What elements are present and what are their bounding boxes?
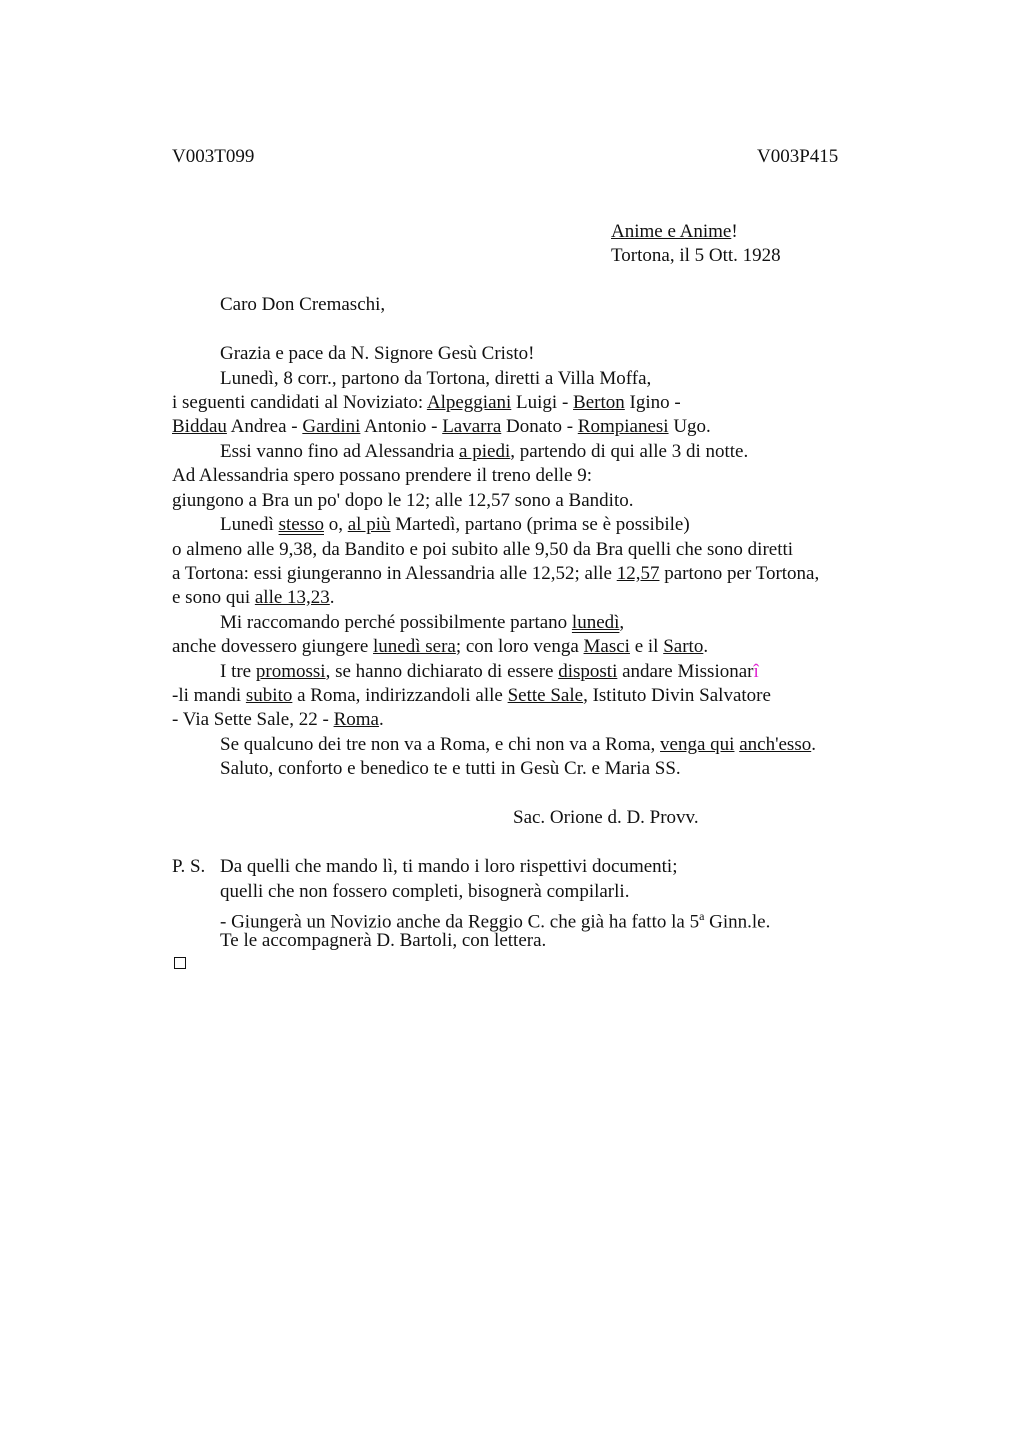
- underlined-word: promossi: [255, 661, 326, 682]
- text-segment: .: [703, 636, 709, 657]
- right-code: V003P415: [757, 146, 839, 167]
- text-segment: Ugo.: [668, 416, 711, 437]
- underlined-word: lunedì: [571, 612, 620, 633]
- underlined-word: Berton: [573, 392, 625, 413]
- postscript-line-2: quelli che non fossero completi, bisognerà compilarli.: [220, 881, 630, 902]
- text-segment: Ad Alessandria spero possano prendere il treno delle 9:: [172, 465, 592, 486]
- text-segment: .: [329, 587, 335, 608]
- underlined-word: lunedì sera: [373, 636, 456, 657]
- text-segment: o,: [323, 514, 348, 535]
- text-segment: Antonio -: [360, 416, 443, 437]
- dateline: Tortona, il 5 Ott. 1928: [611, 245, 781, 266]
- body-line: [172, 392, 681, 414]
- text-segment: andare Missionar: [617, 661, 754, 682]
- text-segment: Se qualcuno dei tre non va a Roma, e chi non va a Roma,: [220, 734, 661, 755]
- underlined-word: Rompianesi: [577, 416, 669, 437]
- text-segment: , se hanno dichiarato di essere: [325, 661, 559, 682]
- text-segment: e il: [629, 636, 664, 657]
- underlined-word: Biddau: [172, 416, 227, 437]
- underlined-word: Sarto: [663, 636, 704, 657]
- underlined-word: 12,57: [616, 563, 660, 584]
- body-line: [220, 758, 681, 780]
- text-segment: anche dovessero giungere: [172, 636, 374, 657]
- underlined-word: Alpeggiani: [426, 392, 512, 413]
- text-segment: a Roma, indirizzandoli alle: [292, 685, 508, 706]
- body-line: [172, 490, 633, 512]
- body-line: [172, 465, 592, 487]
- empty-square-icon: [174, 957, 186, 969]
- underlined-word: stesso: [278, 514, 324, 535]
- text-segment: , Istituto Divin Salvatore: [583, 685, 771, 706]
- text-segment: i seguenti candidati al Noviziato:: [172, 392, 427, 413]
- underlined-word: Roma: [333, 709, 379, 730]
- body-line: [172, 563, 819, 585]
- motto: [611, 221, 738, 243]
- signature: Sac. Orione d. D. Provv.: [513, 807, 699, 828]
- underlined-word: anch'esso: [739, 734, 812, 755]
- body-line: [172, 685, 771, 707]
- text-segment: Mi raccomando perché possibilmente partano: [220, 612, 572, 633]
- superscript: a: [699, 909, 705, 923]
- underlined-word: Lavarra: [442, 416, 502, 437]
- left-code: V003T099: [172, 146, 255, 167]
- text-segment: Lunedì, 8 corr., partono da Tortona, diretti a Villa Moffa,: [220, 368, 652, 389]
- text-segment: Saluto, conforto e benedico te e tutti in Gesù Cr. e Maria SS.: [220, 758, 681, 779]
- text-segment: -li mandi: [172, 685, 246, 706]
- underlined-word: alle 13,23: [254, 587, 330, 608]
- text-segment: Igino -: [624, 392, 681, 413]
- body-line: [172, 416, 711, 438]
- body-line: [220, 368, 651, 390]
- body-line: [220, 343, 534, 365]
- body-line: [220, 514, 690, 536]
- underlined-word: a piedi: [459, 441, 511, 462]
- body-line: [220, 661, 759, 683]
- underlined-word: subito: [245, 685, 293, 706]
- salutation: Caro Don Cremaschi,: [220, 294, 386, 315]
- postscript-label: P. S.: [172, 856, 206, 877]
- text-segment: a Tortona: essi giungeranno in Alessandria alle 12,52; alle: [172, 563, 617, 584]
- postscript-line-4: Te le accompagnerà D. Bartoli, con lettera.: [220, 930, 547, 951]
- text-segment: ,: [619, 612, 625, 633]
- body-line: [172, 587, 335, 609]
- text-segment: Essi vanno fino ad Alessandria: [220, 441, 460, 462]
- text-segment: Grazia e pace da N. Signore Gesù Cristo!: [220, 343, 535, 364]
- postscript-line-1: Da quelli che mando lì, ti mando i loro rispettivi documenti;: [220, 856, 678, 877]
- body-line: [220, 441, 748, 463]
- underlined-word: al più: [347, 514, 391, 535]
- text-segment: , partendo di qui alle 3 di notte.: [510, 441, 749, 462]
- text-segment: Donato -: [501, 416, 578, 437]
- body-line: [172, 539, 793, 561]
- editorial-mark: î: [753, 661, 759, 682]
- text-segment: partono per Tortona,: [659, 563, 820, 584]
- underlined-word: Masci: [583, 636, 630, 657]
- underlined-word: Gardini: [302, 416, 361, 437]
- underlined-word: disposti: [558, 661, 618, 682]
- postscript-line-3-tail: Ginn.le.: [704, 911, 771, 933]
- text-segment: .: [378, 709, 384, 730]
- body-line: [220, 734, 816, 756]
- body-line: [220, 612, 624, 634]
- text-segment: - Via Sette Sale, 22 -: [172, 709, 334, 730]
- underlined-word: venga qui: [660, 734, 735, 755]
- body-line: [172, 636, 708, 658]
- text-segment: Andrea -: [226, 416, 303, 437]
- underlined-word: Sette Sale: [507, 685, 584, 706]
- text-segment: I tre: [220, 661, 256, 682]
- motto-underlined: Anime e Anime: [611, 221, 732, 242]
- text-segment: o almeno alle 9,38, da Bandito e poi subito alle 9,50 da Bra quelli che sono diretti: [172, 539, 794, 560]
- text-segment: Luigi -: [511, 392, 574, 413]
- text-segment: ; con loro venga: [455, 636, 584, 657]
- text-segment: giungono a Bra un po' dopo le 12; alle 12,57 sono a Bandito.: [172, 490, 634, 511]
- text-segment: .: [811, 734, 816, 755]
- text-segment: e sono qui: [172, 587, 255, 608]
- text-segment: Lunedì: [220, 514, 279, 535]
- motto-tail: !: [731, 221, 738, 242]
- body-line: [172, 709, 384, 731]
- postscript-line-3-text: - Giungerà un Novizio anche da Reggio C. che già ha fatto la 5: [220, 911, 700, 933]
- text-segment: Martedì, partano (prima se è possibile): [390, 514, 690, 535]
